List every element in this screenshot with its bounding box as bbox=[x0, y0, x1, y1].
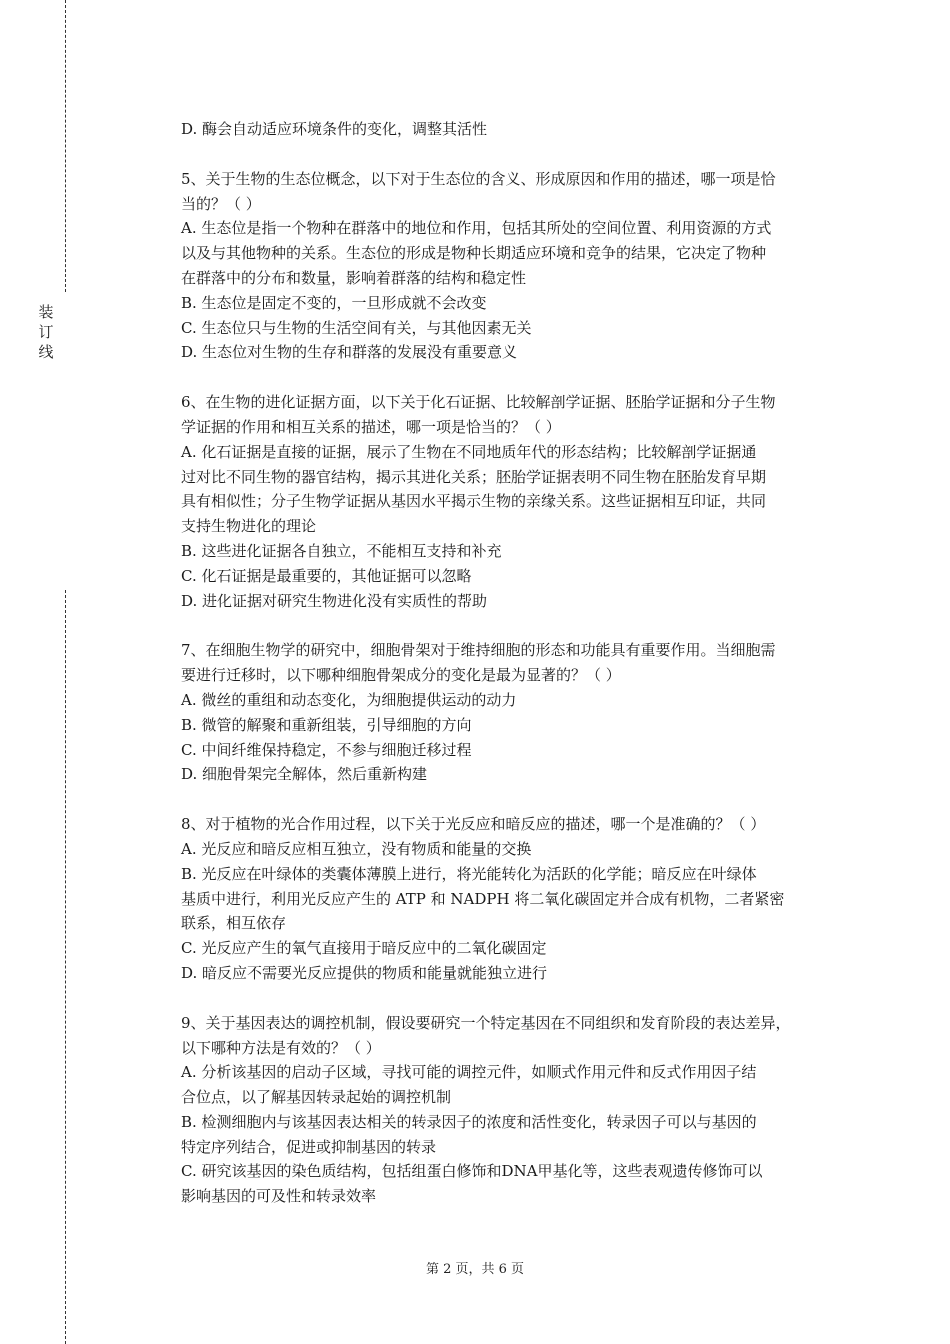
text-line: C. 研究该基因的染色质结构，包括组蛋白修饰和DNA甲基化等，这些表观遗传修饰可以 bbox=[181, 1162, 763, 1181]
binding-dashed-line-bottom bbox=[65, 590, 66, 1344]
text-line: 在群落中的分布和数量，影响着群落的结构和稳定性 bbox=[181, 268, 527, 287]
text-line: D. 酶会自动适应环境条件的变化，调整其活性 bbox=[181, 120, 488, 138]
text-line: 支持生物进化的理论 bbox=[181, 517, 317, 536]
text-line: 以下哪种方法是有效的？（ ） bbox=[181, 1038, 381, 1057]
binding-char: 线 bbox=[38, 343, 54, 361]
text-line: 6、在生物的进化证据方面，以下关于化石证据、比较解剖学证据、胚胎学证据和分子生物 bbox=[181, 393, 776, 412]
text-line: 影响基因的可及性和转录效率 bbox=[181, 1187, 377, 1206]
binding-label bbox=[34, 302, 58, 362]
paragraph-gap bbox=[181, 986, 846, 1011]
text-line: D. 生态位对生物的生存和群落的发展没有重要意义 bbox=[181, 343, 518, 362]
question-content bbox=[181, 117, 846, 1209]
text-line: 基质中进行，利用光反应产生的 ATP 和 NADPH 将二氧化碳固定并合成有机物，二者紧密 bbox=[181, 889, 785, 908]
text-line: 以及与其他物种的关系。生态位的形成是物种长期适应环境和竞争的结果，它决定了物种 bbox=[181, 244, 767, 263]
paragraph-gap bbox=[181, 613, 846, 638]
text-line: C. 光反应产生的氧气直接用于暗反应中的二氧化碳固定 bbox=[181, 939, 547, 958]
binding-dashed-line-top bbox=[65, 0, 66, 292]
text-line: C. 生态位只与生物的生活空间有关，与其他因素无关 bbox=[181, 318, 532, 337]
text-line: 合位点，以了解基因转录起始的调控机制 bbox=[181, 1088, 452, 1107]
binding-char: 装 bbox=[38, 303, 54, 321]
text-line: 当的？（ ） bbox=[181, 194, 261, 213]
text-line: D. 暗反应不需要光反应提供的物质和能量就能独立进行 bbox=[181, 963, 548, 982]
text-line: 7、在细胞生物学的研究中，细胞骨架对于维持细胞的形态和功能具有重要作用。当细胞需 bbox=[181, 641, 776, 660]
text-line: C. 化石证据是最重要的，其他证据可以忽略 bbox=[181, 566, 472, 585]
paragraph-gap bbox=[181, 787, 846, 812]
text-line: D. 细胞骨架完全解体，然后重新构建 bbox=[181, 765, 428, 784]
text-line: 5、关于生物的生态位概念，以下对于生态位的含义、形成原因和作用的描述，哪一项是恰 bbox=[181, 169, 776, 188]
text-line: A. 生态位是指一个物种在群落中的地位和作用，包括其所处的空间位置、利用资源的方式 bbox=[181, 219, 772, 238]
text-line: A. 化石证据是直接的证据，展示了生物在不同地质年代的形态结构；比较解剖学证据通 bbox=[181, 442, 757, 461]
text-line: 8、对于植物的光合作用过程，以下关于光反应和暗反应的描述，哪一个是准确的？（ ） bbox=[181, 815, 766, 834]
text-line: A. 分析该基因的启动子区域，寻找可能的调控元件，如顺式作用元件和反式作用因子结 bbox=[181, 1063, 757, 1082]
text-line: B. 这些进化证据各自独立，不能相互支持和补充 bbox=[181, 541, 502, 560]
text-line: 9、关于基因表达的调控机制，假设要研究一个特定基因在不同组织和发育阶段的表达差异， bbox=[181, 1013, 791, 1032]
paragraph-gap bbox=[181, 142, 846, 167]
text-line: 具有相似性；分子生物学证据从基因水平揭示生物的亲缘关系。这些证据相互印证，共同 bbox=[181, 492, 767, 511]
text-line: B. 检测细胞内与该基因表达相关的转录因子的浓度和活性变化，转录因子可以与基因的 bbox=[181, 1112, 757, 1131]
text-line: A. 光反应和暗反应相互独立，没有物质和能量的交换 bbox=[181, 839, 532, 858]
text-line: 过对比不同生物的器官结构，揭示其进化关系；胚胎学证据表明不同生物在胚胎发育早期 bbox=[181, 467, 767, 486]
paragraph-gap bbox=[181, 365, 846, 390]
text-line: B. 生态位是固定不变的，一旦形成就不会改变 bbox=[181, 293, 487, 312]
text-line: 联系，相互依存 bbox=[181, 914, 287, 933]
text-line: C. 中间纤维保持稳定，不参与细胞迁移过程 bbox=[181, 740, 472, 759]
text-line: D. 进化证据对研究生物进化没有实质性的帮助 bbox=[181, 591, 488, 610]
text-line: B. 光反应在叶绿体的类囊体薄膜上进行，将光能转化为活跃的化学能；暗反应在叶绿体 bbox=[181, 864, 757, 883]
text-line: A. 微丝的重组和动态变化，为细胞提供运动的动力 bbox=[181, 690, 517, 709]
text-line: 学证据的作用和相互关系的描述，哪一项是恰当的？（ ） bbox=[181, 417, 561, 436]
text-line: 要进行迁移时，以下哪种细胞骨架成分的变化是最为显著的？（ ） bbox=[181, 666, 621, 685]
binding-char: 订 bbox=[38, 323, 54, 341]
text-line: 特定序列结合，促进或抑制基因的转录 bbox=[181, 1137, 437, 1156]
text-line: B. 微管的解聚和重新组装，引导细胞的方向 bbox=[181, 715, 472, 734]
page-footer: 第 2 页，共 6 页 bbox=[425, 1262, 525, 1277]
